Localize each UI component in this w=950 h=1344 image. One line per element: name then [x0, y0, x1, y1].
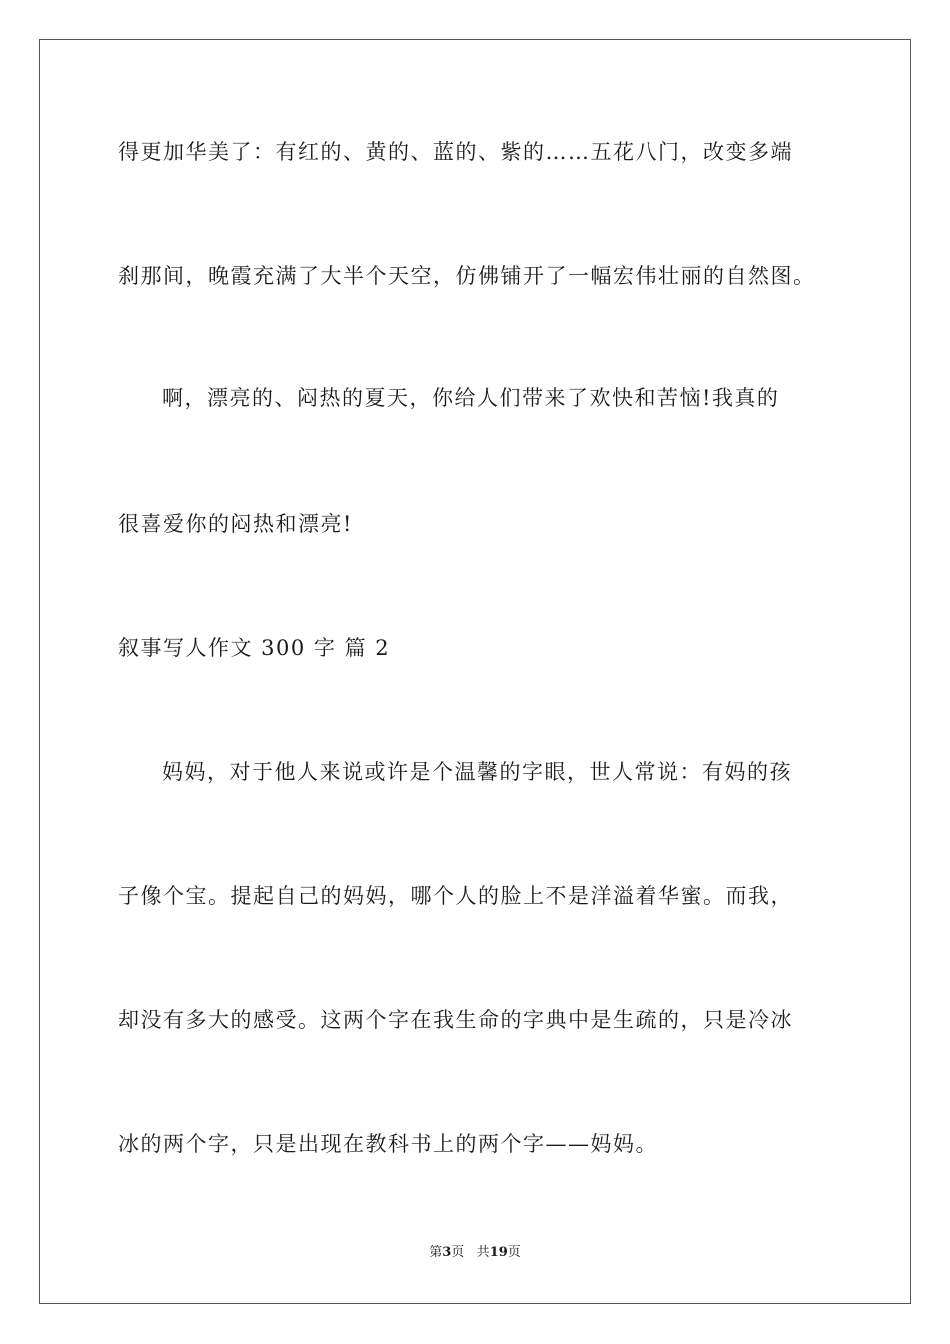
- paragraph-line-1: 得更加华美了：有红的、黄的、蓝的、紫的……五花八门，改变多端: [118, 140, 793, 164]
- footer-page-suffix: 页: [451, 1245, 465, 1260]
- paragraph-line-5: 妈妈，对于他人来说或许是个温馨的字眼，世人常说：有妈的孩: [162, 760, 792, 784]
- page-footer: [0, 1244, 950, 1262]
- footer-total-prefix: 共: [476, 1245, 490, 1260]
- page-frame: [39, 39, 911, 1304]
- paragraph-line-6: 子像个宝。提起自己的妈妈，哪个人的脸上不是洋溢着华蜜。而我，: [118, 884, 793, 908]
- paragraph-line-7: 却没有多大的感受。这两个字在我生命的字典中是生疏的，只是冷冰: [118, 1008, 793, 1032]
- paragraph-line-8: 冰的两个字，只是出现在教科书上的两个字——妈妈。: [118, 1132, 658, 1156]
- footer-prefix: 第: [429, 1245, 443, 1260]
- paragraph-line-3: 啊，漂亮的、闷热的夏天，你给人们带来了欢快和苦恼!我真的: [162, 386, 780, 410]
- paragraph-line-4: 很喜爱你的闷热和漂亮!: [118, 512, 353, 536]
- footer-current-page: 3: [442, 1245, 452, 1260]
- section-heading: 叙事写人作文 300 字 篇 2: [118, 636, 391, 660]
- footer-total-pages: 19: [489, 1245, 508, 1260]
- footer-total-suffix: 页: [507, 1245, 521, 1260]
- paragraph-line-2: 刹那间，晚霞充满了大半个天空，仿佛铺开了一幅宏伟壮丽的自然图。: [118, 264, 816, 288]
